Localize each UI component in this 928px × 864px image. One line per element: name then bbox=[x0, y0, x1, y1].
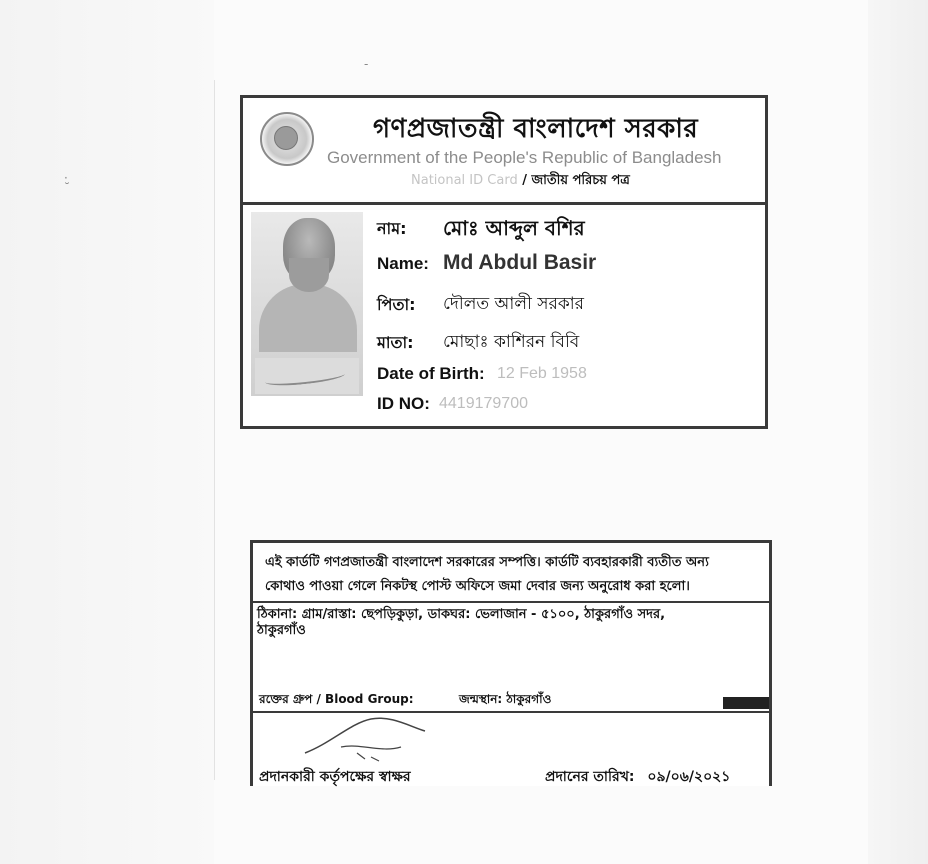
id-number-label: ID NO: bbox=[377, 394, 430, 413]
paper-fold-line bbox=[214, 80, 215, 780]
dust-speck: ˘ bbox=[64, 181, 70, 195]
name-en-value: Md Abdul Basir bbox=[443, 251, 597, 274]
paper-right-margin bbox=[868, 0, 928, 864]
redaction-bar bbox=[723, 697, 769, 709]
nid-card-back bbox=[250, 540, 772, 786]
card-type-bengali: জাতীয় পরিচয় পত্র bbox=[531, 173, 630, 188]
name-bn-value: মোঃ আব্দুল বশির bbox=[443, 216, 585, 240]
mother-value: মোছাঃ কাশিরন বিবি bbox=[443, 332, 580, 352]
dust-speck: · bbox=[64, 171, 68, 185]
birthplace bbox=[459, 691, 551, 711]
address-block bbox=[257, 607, 757, 639]
birthplace-value: ঠাকুরগাঁও bbox=[506, 692, 552, 706]
father-value: দৌলত আলী সরকার bbox=[443, 294, 585, 314]
issuer-signature-label: প্রদানকারী কর্তৃপক্ষের স্বাক্ষর bbox=[259, 769, 411, 785]
title-bengali: গণপ্রজাতন্ত্রী বাংলাদেশ সরকার bbox=[373, 114, 699, 144]
dust-speck: - bbox=[364, 57, 369, 71]
id-number-value: 4419179700 bbox=[439, 395, 528, 412]
divider bbox=[253, 601, 769, 603]
card-type-separator: / bbox=[517, 173, 532, 188]
card-type-english: National ID Card bbox=[411, 173, 518, 188]
issue-date bbox=[545, 765, 730, 789]
card-type-title bbox=[411, 171, 630, 192]
notice-line-1: এই কার্ডটি গণপ্রজাতন্ত্রী বাংলাদেশ সরকারের সম্পত্তি। কার্ডটি ব্যবহারকারী ব্যতীত অন্য bbox=[265, 555, 709, 570]
address-line-2: ঠাকুরগাঁও bbox=[257, 623, 306, 638]
issuer-signature-mark bbox=[301, 713, 431, 763]
holder-signature bbox=[255, 358, 359, 394]
name-bn-label: নাম: bbox=[377, 219, 407, 238]
notice-line-2: কোথাও পাওয়া গেলে নিকটস্থ পোস্ট অফিসে জমা দেবার জন্য অনুরোধ করা হলো। bbox=[265, 579, 690, 594]
name-en-label: Name: bbox=[377, 254, 429, 273]
address-line-1: গ্রাম/রাস্তা: ছেপড়িকুড়া, ডাকঘর: ভেলাজান - ৫১০০, ঠাকুরগাঁও সদর, bbox=[301, 607, 666, 622]
title-english: Government of the People's Republic of Bangladesh bbox=[327, 148, 722, 167]
dob-value: 12 Feb 1958 bbox=[497, 365, 587, 382]
dob-label: Date of Birth: bbox=[377, 364, 485, 383]
paper-left-margin bbox=[0, 0, 214, 864]
holder-photo bbox=[251, 212, 363, 396]
issue-date-value: ০৯/০৬/২০২১ bbox=[647, 769, 731, 785]
card-header bbox=[243, 98, 765, 205]
nid-card-front bbox=[240, 95, 768, 429]
father-label: পিতা: bbox=[377, 295, 416, 314]
mother-label: মাতা: bbox=[377, 333, 414, 352]
issue-date-label: প্রদানের তারিখ: bbox=[545, 769, 635, 785]
government-seal-icon bbox=[260, 112, 314, 166]
ownership-notice bbox=[265, 551, 765, 599]
blood-group-label: রক্তের গ্রুপ / Blood Group: bbox=[259, 692, 414, 706]
birthplace-label: জন্মস্থান: bbox=[459, 692, 503, 706]
address-label: ঠিকানা: bbox=[257, 607, 298, 622]
